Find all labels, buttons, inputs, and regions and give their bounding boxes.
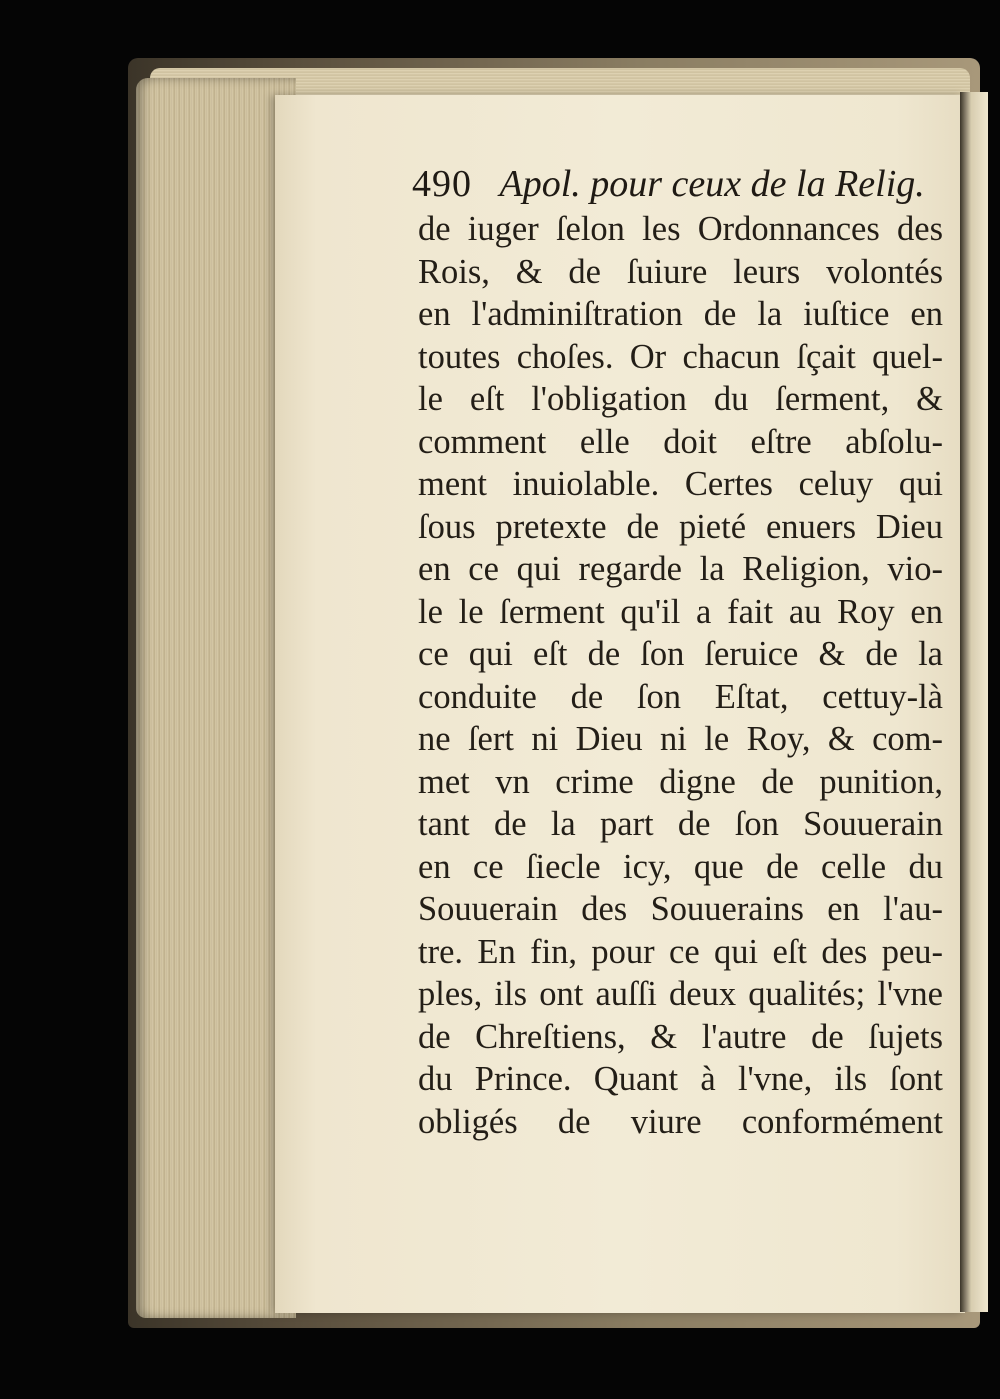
text-line: de Chreſtiens, & l'autre de ſujets [418,1017,943,1056]
text-line: en ce qui regarde la Religion, vio- [418,550,943,588]
text-line: ſous pretexte de pieté enuers Dieu [418,507,943,546]
text-line: conduite de ſon Eſtat, cettuy-là [418,677,943,716]
page-number: 490 [412,163,472,205]
text-line: tant de la part de ſon Souuerain [418,805,943,843]
text-line: ne ſert ni Dieu ni le Roy, & com- [418,720,943,758]
text-line: toutes choſes. Or chacun ſçait quel- [418,337,943,376]
page-fore-edges [136,78,296,1318]
text-line: met vn crime digne de punition, [418,762,943,801]
book-gutter [960,92,988,1312]
text-line: ment inuiolable. Certes celuy qui [418,465,943,503]
text-line: le eſt l'obligation du ſerment, & [418,380,943,418]
text-line: tre. En fin, pour ce qui eſt des peu- [418,932,943,971]
text-line: en ce ſiecle icy, que de celle du [418,847,943,886]
text-line: Rois, & de ſuiure leurs volontés [418,252,943,291]
text-line: de iuger ſelon les Ordonnances des [418,210,943,248]
text-line: du Prince. Quant à l'vne, ils ſont [418,1060,943,1098]
text-line: obligés de viure conformément [418,1102,943,1141]
text-line: Souuerain des Souuerains en l'au- [418,890,943,928]
text-line: comment elle doit eſtre abſolu- [418,422,943,461]
text-line: en l'adminiſtration de la iuſtice en [418,295,943,333]
page-text [418,208,943,1143]
text-line: ples, ils ont auſſi deux qualités; l'vne [418,975,943,1013]
running-head [412,160,925,208]
text-line: le le ſerment qu'il a fait au Roy en [418,592,943,631]
running-head-title: Apol. pour ceux de la Relig. [499,163,925,205]
text-line: ce qui eſt de ſon ſeruice & de la [418,635,943,673]
